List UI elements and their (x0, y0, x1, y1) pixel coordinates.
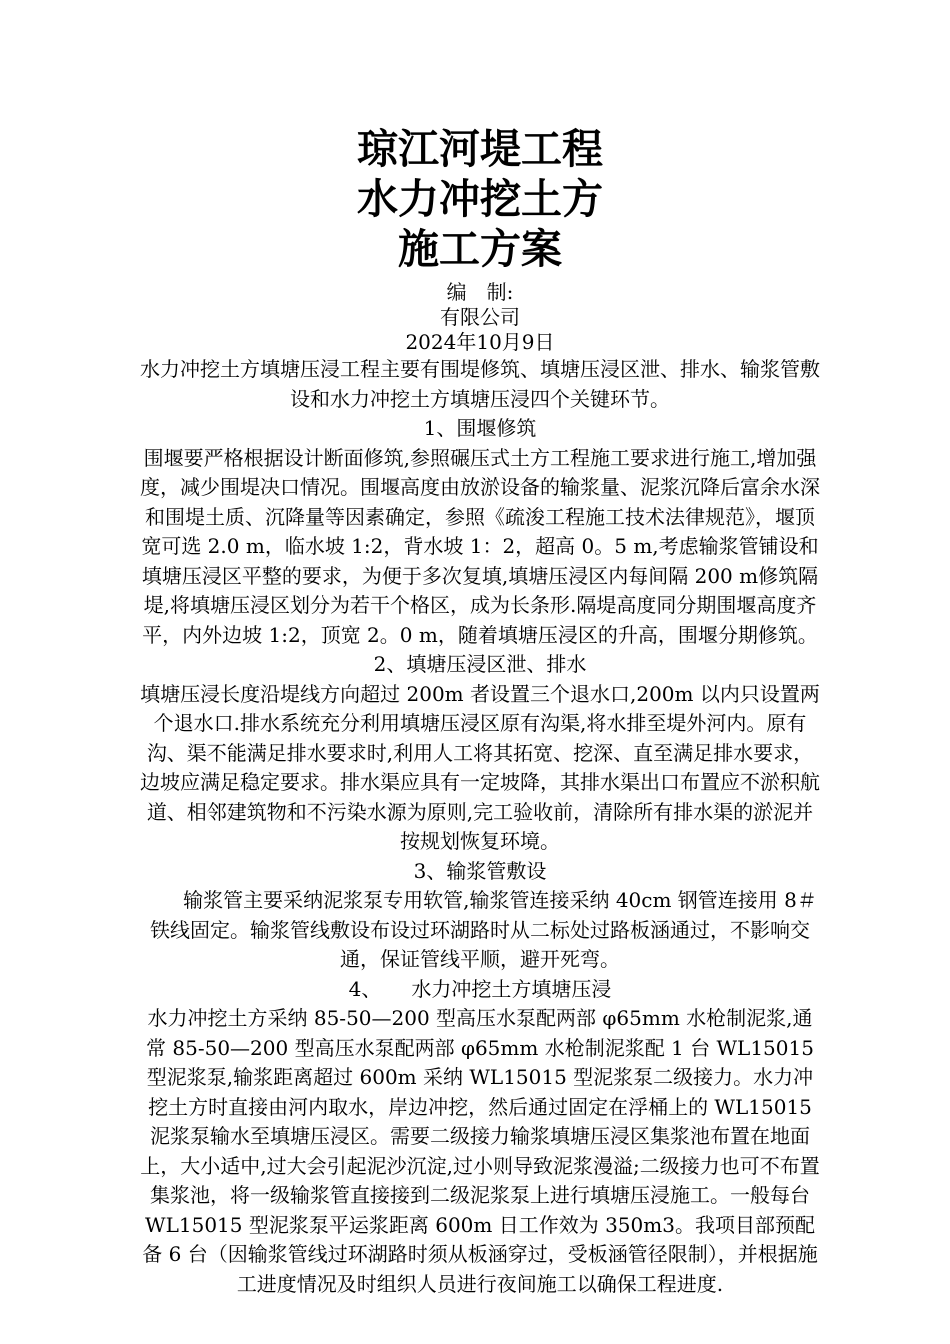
compiler-label: 编 制: (446, 280, 514, 304)
title-line-2: 水力冲挖土方 (357, 175, 603, 223)
company-name: 有限公司 (440, 305, 520, 329)
section-1-heading: 1、围堰修筑 (423, 416, 537, 440)
title-line-1: 琼江河堤工程 (357, 125, 603, 173)
document-date: 2024年10月9日 (405, 330, 555, 354)
section-1-body: 围堰要严格根据设计断面修筑,参照碾压式土方工程施工要求进行施工,增加强度，减少围堤决口情况。围堰高度由放淤设备的输浆量、泥浆沉降后富余水深和围堤土质、沉降量等因素确定，参照《疏浚工程施工技术法律规范》，堰顶宽可选 2.0 m，临水坡 1:2，背水坡 1：2，超高 0。5 m,考虑输浆管铺设和填塘压浸区平整的要求，为便于多次复填,填塘压浸区内每间隔 200 m修筑隔堤,将填塘压浸区划分为若干个格区，成为长条形.隔堤高度同分期围堰高度齐平，内外边坡 1:2，顶宽 2。0 m，随着填塘压浸区的升高，围堰分期修筑。 (140, 445, 820, 647)
section-4-heading: 4、 水力冲挖土方填塘压浸 (348, 976, 612, 1001)
section-2-heading: 2、填塘压浸区泄、排水 (373, 652, 587, 676)
title-line-3: 施工方案 (398, 225, 562, 273)
section-2-body: 填塘压浸长度沿堤线方向超过 200m 者设置三个退水口,200m 以内只设置两个退水口.排水系统充分利用填塘压浸区原有沟渠,将水排至堤外河内。原有沟、渠不能满足排水要求时,利用人工将其拓宽、挖深、直至满足排水要求，边坡应满足稳定要求。排水渠应具有一定坡降，其排水渠出口布置应不淤积航道、相邻建筑物和不污染水源为原则,完工验收前，清除所有排水渠的淤泥并按规划恢复环境。 (140, 681, 820, 853)
section-3-heading: 3、输浆管敷设 (413, 858, 547, 883)
section-3-body: 输浆管主要采纳泥浆泵专用软管,输浆管连接采纳 40cm 钢管连接用 8＃铁线固定。输浆管线敷设布设过环湖路时从二标处过路板涵通过，不影响交通，保证管线平顺，避开死弯。 (143, 888, 817, 971)
section-4-body: 水力冲挖土方采纳 85-50—200 型高压水泵配两部 φ65mm 水枪制泥浆,通常 85-50—200 型高压水泵配两部 φ65mm 水枪制泥浆配 1 台 WL15015 型泥浆泵,输浆距离超过 600m 采纳 WL15015 型泥浆泵二级接力。水力冲挖土方时直接由河内取水，岸边冲挖，然后通过固定在浮桶上的 WL15015 泥浆泵输水至填塘压浸区。需要二级接力输浆填塘压浸区集浆池布置在地面上，大小适中,过大会引起泥沙沉淀,过小则导致泥浆漫溢;二级接力也可不布置集浆池，将一级输浆管直接接到二级泥浆泵上进行填塘压浸施工。一般每台 WL15015 型泥浆泵平运浆距离 600m 日工作效为 350m3。我项目部预配备 6 台（因输浆管线过环湖路时须从板涵穿过，受板涵管径限制），并根据施工进度情况及时组织人员进行夜间施工以确保工程进度. (140, 1006, 820, 1296)
intro-paragraph: 水力冲挖土方填塘压浸工程主要有围堤修筑、填塘压浸区泄、排水、输浆管敷设和水力冲挖土方填塘压浸四个关键环节。 (140, 357, 820, 411)
document-page (140, 124, 820, 1299)
